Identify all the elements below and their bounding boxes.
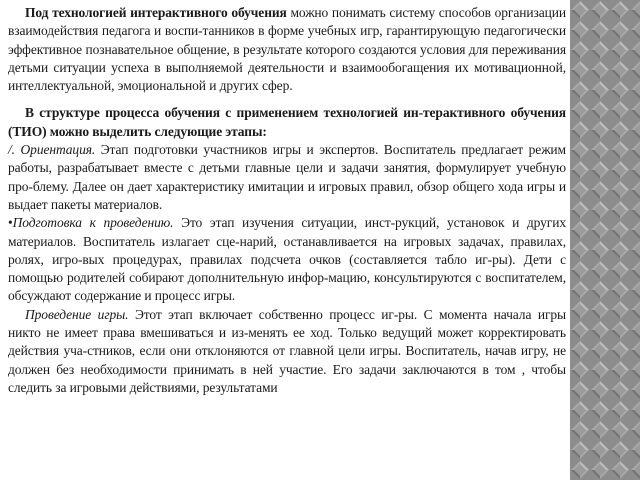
pattern-fill <box>570 0 640 480</box>
bullet-marker: • <box>8 215 13 231</box>
stage-text: Это этап изучения ситуации, инст-рукций, установок и других материалов. Воспитатель излагает сце-нарий, останавливается на игровых задачах, правилах, ролях, игро-вых процедурах, правилах подсчета очков (составляется табло иг-ры). Дети с помощью родителей собирают дополнительную инфор-мацию, консультируются с воспитателем, обсуждают содержание и процесс игры. <box>8 215 566 304</box>
stage-orientation <box>8 141 566 214</box>
stage-title: Проведение игры. <box>25 306 129 322</box>
stage-text: Этап подготовки участников игры и экспертов. Воспитатель предлагает режим работы, разрабатывает вместе с детьми главные цели и задачи занятия, формулирует учебную про-блему. Далее он дает характеристику имитации и игровых правил, обзор общего хода игры и выдает пакеты материалов. <box>8 142 566 212</box>
intro-paragraph <box>8 4 566 95</box>
structure-heading: В структуре процесса обучения с применением технологией ин-терактивного обучения (ТИО) можно выделить следующие этапы: <box>8 105 566 139</box>
stage-marker: /. <box>8 142 15 158</box>
stage-title: Ориентация. <box>20 142 96 158</box>
stage-text: Этот этап включает собственно процесс иг-ры. С момента начала игры никто не имеет права вмешиваться и из-менять ее ход. Только ведущий может корректировать действия уча-стников, если они отклоняются от главной цели игры. Воспитатель, начав игру, не должен без необходимости принимать в ней участие. Его задачи заключаются в том , чтобы следить за игровыми действиями, результатами <box>8 306 566 395</box>
intro-text: можно понимать систему способов организации взаимодействия педагога и воспи-танников в форме учебных игр, гарантирующую педагогически эффективное познавательное общение, в результате которого создаются условия для переживания детьми ситуации успеха в выполняемой деятельности и взаимообогащения их мотивационной, интеллектуальной, эмоциональной и других сфер. <box>8 5 566 94</box>
stage-conduct <box>8 306 566 397</box>
diamond-pattern-border <box>570 0 640 480</box>
intro-term: Под технологией интерактивного обучения <box>25 5 287 20</box>
stage-title: Подготовка к проведению. <box>12 215 174 231</box>
stage-preparation <box>8 214 566 305</box>
slide-text <box>8 4 566 397</box>
diamond-pattern-svg <box>570 0 640 480</box>
